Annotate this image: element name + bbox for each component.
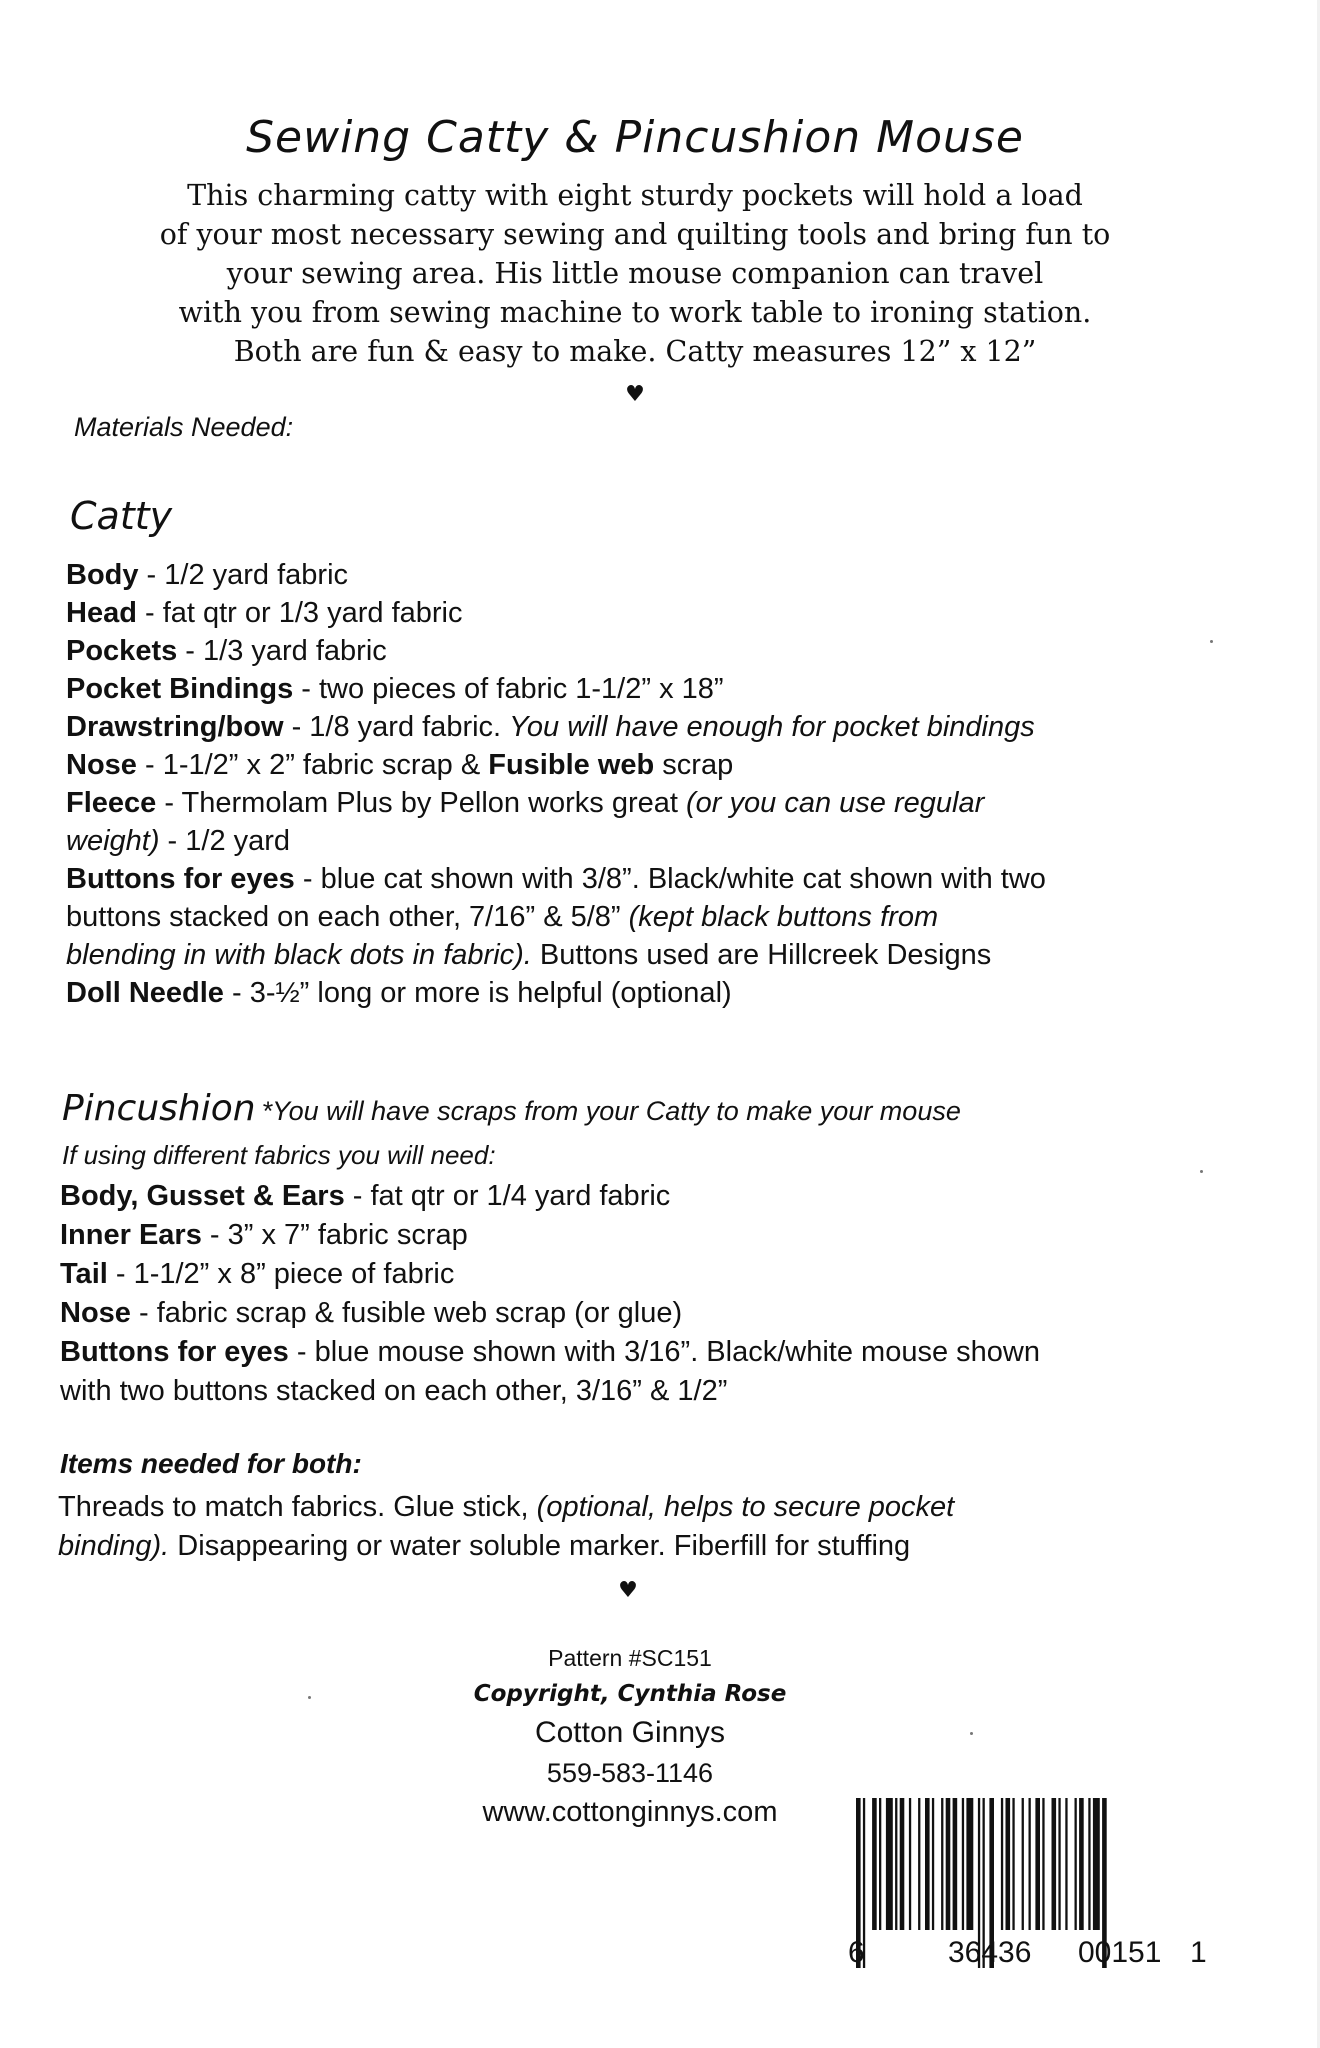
barcode-bar xyxy=(1079,1798,1084,1930)
barcode-bar xyxy=(1035,1798,1040,1930)
list-item-continued: with two buttons stacked on each other, 3/16” & 1/2” xyxy=(60,1375,728,1407)
list-item: Tail - 1-1/2” x 8” piece of fabric xyxy=(60,1258,455,1290)
intro-line: with you from sewing machine to work table to ironing station. xyxy=(178,296,1092,329)
both-materials-text xyxy=(58,1488,1258,1566)
barcode-bar xyxy=(1001,1798,1003,1930)
pincushion-heading: Pincushion xyxy=(62,1088,256,1129)
list-item: Drawstring/bow - 1/8 yard fabric. You will have enough for pocket bindings xyxy=(66,711,1035,743)
barcode-bar xyxy=(932,1798,934,1930)
barcode-bar xyxy=(925,1798,930,1930)
list-item: Body, Gusset & Ears - fat qtr or 1/4 yard fabric xyxy=(60,1180,671,1212)
catty-heading: Catty xyxy=(70,494,173,538)
materials-label: Materials Needed: xyxy=(74,412,294,442)
barcode-bar xyxy=(909,1798,911,1930)
barcode-bar xyxy=(1022,1798,1024,1930)
pattern-number: Pattern #SC151 xyxy=(548,1645,712,1671)
both-line: binding). Disappearing or water soluble marker. Fiberfill for stuffing xyxy=(58,1530,911,1562)
intro-line: Both are fun & easy to make. Catty measures 12” x 12” xyxy=(233,335,1037,368)
list-item: Body - 1/2 yard fabric xyxy=(66,559,349,591)
barcode-bar xyxy=(946,1798,951,1930)
list-item: Pockets - 1/3 yard fabric xyxy=(66,635,387,667)
list-item-continued: buttons stacked on each other, 7/16” & 5/8” (kept black buttons from xyxy=(66,901,939,933)
barcode-digit-last: 1 xyxy=(1190,1936,1207,1969)
both-heading: Items needed for both: xyxy=(60,1448,362,1479)
pincushion-heading-row xyxy=(62,1088,961,1129)
company-name: Cotton Ginnys xyxy=(534,1716,726,1749)
phone-number: 559-583-1146 xyxy=(546,1758,714,1788)
barcode-bar xyxy=(1042,1798,1044,1930)
pincushion-materials-list xyxy=(60,1177,1260,1411)
barcode-bar xyxy=(941,1798,943,1930)
barcode-bar xyxy=(1065,1798,1067,1930)
barcode-bar xyxy=(872,1798,877,1930)
intro-line: your sewing area. His little mouse companion can travel xyxy=(226,257,1044,290)
pincushion-note: *You will have scraps from your Catty to make your mouse xyxy=(261,1096,961,1126)
list-item: Head - fat qtr or 1/3 yard fabric xyxy=(66,597,463,629)
scan-speck xyxy=(970,1732,973,1735)
list-item: Pocket Bindings - two pieces of fabric 1-1/2” x 18” xyxy=(66,673,724,705)
list-item: Fleece - Thermolam Plus by Pellon works great (or you can use regular xyxy=(66,787,985,819)
pincushion-subheading: If using different fabrics you will need: xyxy=(62,1140,496,1170)
barcode-digits-left: 36436 xyxy=(948,1936,1032,1969)
catty-materials-list xyxy=(66,556,1266,1012)
barcode-bar xyxy=(1075,1798,1077,1930)
barcode-bar xyxy=(1093,1798,1100,1930)
heart-divider-icon: ♥ xyxy=(618,1578,638,1603)
barcode-bar xyxy=(1088,1798,1090,1930)
list-item: Buttons for eyes - blue cat shown with 3/8”. Black/white cat shown with two xyxy=(66,863,1046,895)
publisher-info xyxy=(400,1640,860,1832)
website: www.cottonginnys.com xyxy=(482,1796,778,1828)
list-item: Doll Needle - 3-½” long or more is helpful (optional) xyxy=(66,977,732,1009)
barcode-bar xyxy=(962,1798,964,1930)
barcode-bar xyxy=(895,1798,897,1930)
list-item: Nose - fabric scrap & fusible web scrap (or glue) xyxy=(60,1297,683,1329)
barcode-bar xyxy=(1058,1798,1060,1930)
page-title: Sewing Catty & Pincushion Mouse xyxy=(246,112,1024,163)
intro-line: This charming catty with eight sturdy pockets will hold a load xyxy=(187,179,1083,212)
barcode-bar xyxy=(1029,1798,1031,1930)
list-item: Buttons for eyes - blue mouse shown with 3/16”. Black/white mouse shown xyxy=(60,1336,1040,1368)
intro-line: of your most necessary sewing and quilting tools and bring fun to xyxy=(159,218,1111,251)
scan-speck xyxy=(308,1696,311,1699)
both-line: Threads to match fabrics. Glue stick, (optional, helps to secure pocket xyxy=(58,1491,955,1523)
intro-paragraph xyxy=(0,176,1270,371)
list-item: Inner Ears - 3” x 7” fabric scrap xyxy=(60,1219,468,1251)
heart-divider-icon: ♥ xyxy=(625,382,645,407)
barcode-bar xyxy=(918,1798,920,1930)
barcode-bar xyxy=(1052,1798,1057,1930)
list-item: Nose - 1-1/2” x 2” fabric scrap & Fusible web scrap xyxy=(66,749,734,781)
scan-speck xyxy=(1200,1170,1203,1173)
copyright: Copyright, Cynthia Rose xyxy=(473,1681,787,1707)
barcode-bar xyxy=(879,1798,881,1930)
barcode-digit-first: 6 xyxy=(848,1936,865,1969)
barcode-bar xyxy=(1006,1798,1011,1930)
list-item-continued: weight) - 1/2 yard xyxy=(66,825,291,857)
barcode-bar xyxy=(886,1798,893,1930)
barcode-digits-right: 00151 xyxy=(1078,1936,1162,1969)
barcode-bar xyxy=(1012,1798,1014,1930)
barcode-bar xyxy=(953,1798,958,1930)
list-item-continued: blending in with black dots in fabric). Buttons used are Hillcreek Designs xyxy=(66,939,992,971)
barcode-bar xyxy=(900,1798,905,1930)
scan-speck xyxy=(1210,640,1213,643)
barcode-bar xyxy=(966,1798,973,1930)
